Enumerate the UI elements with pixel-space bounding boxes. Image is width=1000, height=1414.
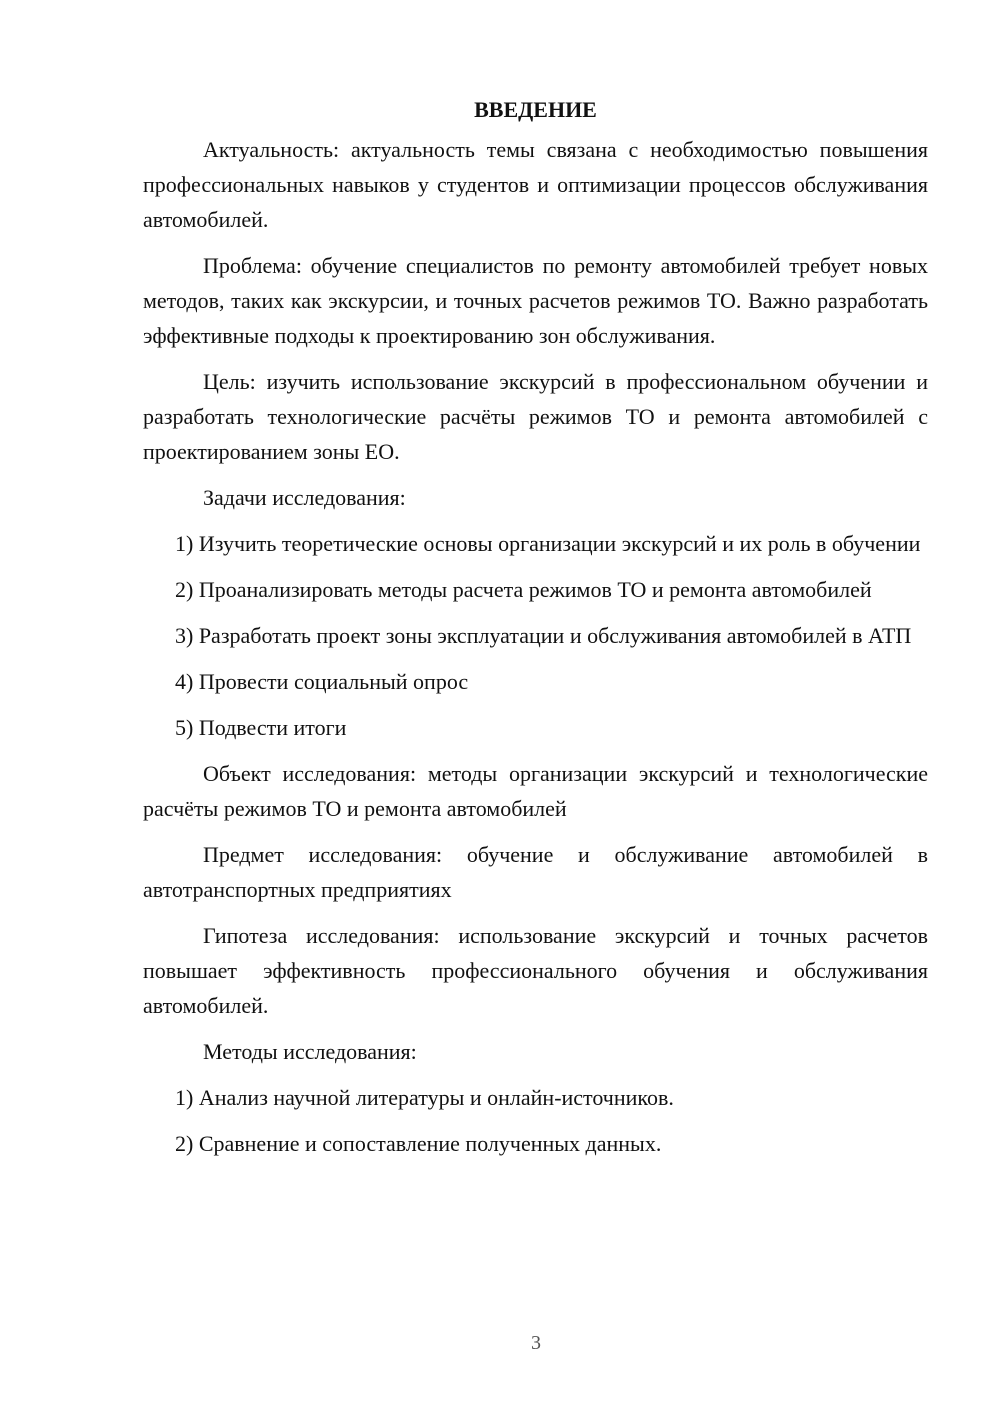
methods-heading: Методы исследования: bbox=[203, 1039, 417, 1064]
goal-paragraph: Цель: изучить использование экскурсий в профессиональном обучении и разработать технологические расчёты режимов ТО и ремонта автомобилей с проектированием зоны ЕО. bbox=[143, 369, 928, 464]
task-item: 5) Подвести итоги bbox=[175, 715, 347, 740]
method-item: 1) Анализ научной литературы и онлайн-источников. bbox=[175, 1085, 674, 1110]
hypothesis-paragraph: Гипотеза исследования: использование экскурсий и точных расчетов повышает эффективность профессионального обучения и обслуживания автомобилей. bbox=[143, 923, 928, 1018]
subject-paragraph: Предмет исследования: обучение и обслуживание автомобилей в автотранспортных предприятиях bbox=[143, 842, 928, 902]
task-item: 1) Изучить теоретические основы организации экскурсий и их роль в обучении bbox=[175, 531, 921, 556]
tasks-heading: Задачи исследования: bbox=[203, 485, 406, 510]
task-item: 3) Разработать проект зоны эксплуатации и обслуживания автомобилей в АТП bbox=[175, 623, 912, 648]
task-item: 4) Провести социальный опрос bbox=[175, 669, 469, 694]
document-page bbox=[143, 92, 928, 1172]
task-item: 2) Проанализировать методы расчета режимов ТО и ремонта автомобилей bbox=[175, 577, 872, 602]
page-number: 3 bbox=[531, 1332, 541, 1354]
section-title: ВВЕДЕНИЕ bbox=[474, 97, 597, 122]
object-paragraph: Объект исследования: методы организации экскурсий и технологические расчёты режимов ТО и ремонта автомобилей bbox=[143, 761, 928, 821]
method-item: 2) Сравнение и сопоставление полученных данных. bbox=[175, 1131, 662, 1156]
relevance-paragraph: Актуальность: актуальность темы связана с необходимостью повышения профессиональных навыков у студентов и оптимизации процессов обслуживания автомобилей. bbox=[143, 137, 928, 232]
problem-paragraph: Проблема: обучение специалистов по ремонту автомобилей требует новых методов, таких как экскурсии, и точных расчетов режимов ТО. Важно разработать эффективные подходы к проектированию зон обслуживания. bbox=[143, 253, 928, 348]
